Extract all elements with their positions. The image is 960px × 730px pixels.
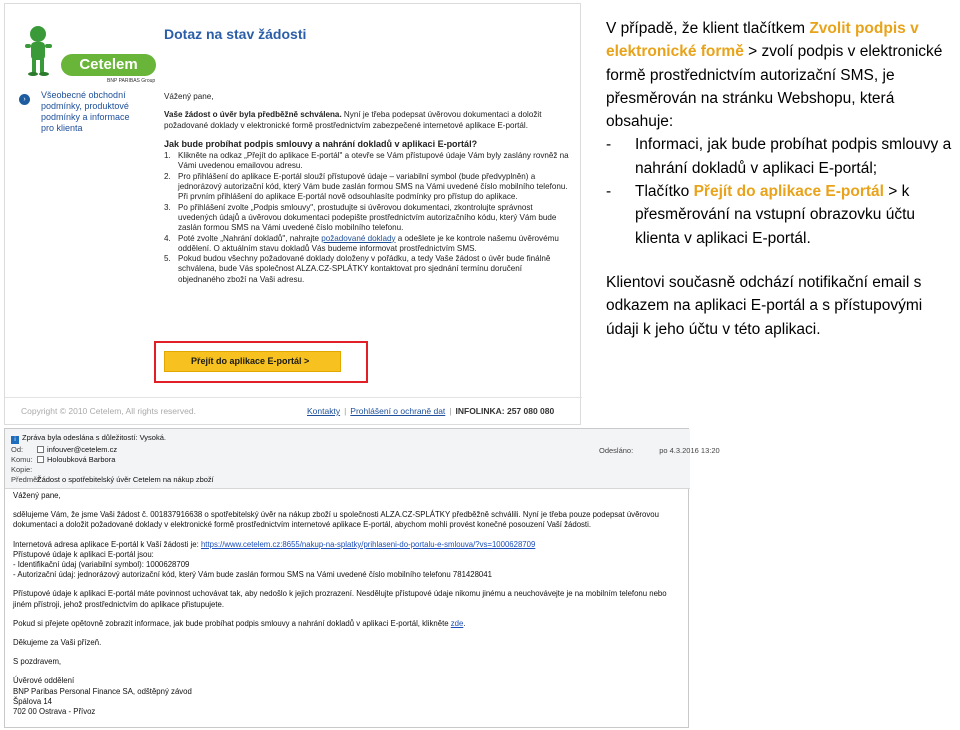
text: - Identifikační údaj (variabilní symbol): 1000628709	[13, 560, 190, 570]
cc-line	[11, 465, 37, 474]
footer-links	[307, 406, 554, 416]
text: Úvěrové oddělení	[13, 676, 75, 686]
go-to-eportal-button[interactable]: Přejít do aplikace E-portál >	[164, 351, 341, 372]
email-body	[13, 491, 683, 726]
priority-line	[11, 433, 166, 444]
copyright: Copyright © 2010 Cetelem, All rights reserved.	[21, 406, 196, 416]
step-text: a odešlete je ke kontrole našemu úvěrovému oddělení. O aktuálním stavu dokladů Vás budeme informovat prostřednictvím SMS.	[178, 233, 559, 253]
text: .	[463, 618, 466, 628]
email-message	[4, 428, 720, 728]
logo-subtitle: BNP PARIBAS Group	[107, 78, 156, 84]
page-body	[164, 92, 569, 285]
intro-paragraph	[164, 110, 569, 131]
here-link[interactable]: zde	[450, 618, 464, 628]
email-greeting: Vážený pane,	[13, 491, 61, 500]
contact-icon	[37, 456, 44, 463]
step-text: Poté zvolte „Nahrání dokladů", nahrajte	[178, 233, 322, 243]
subject-label: Předmět:	[11, 475, 42, 484]
info-icon: i	[11, 436, 19, 444]
arrow-bullet-icon: ›	[19, 94, 30, 105]
description-paragraph-2: Klientovi současně odchází notifikační email s odkazem na aplikaci E-portál a s přístupovými údaji k jeho účtu v této aplikaci.	[606, 273, 923, 338]
step-text: Klikněte na odkaz „Přejít do aplikace E-portál" a otevře se Vám přístupové údaje Vám byly zaslány rovněž na Vámi uvedenou emailovou adresu.	[178, 151, 569, 171]
contacts-link[interactable]: Kontakty	[307, 406, 341, 416]
page-title: Dotaz na stav žádosti	[164, 26, 307, 42]
description-bullet-1	[606, 133, 958, 180]
step-text: Pokud budou všechny požadované doklady doloženy v pořádku, a tedy Vaše žádost o úvěr bude finálně schválena, bude Vás společnost ALZA.CZ-SPLÁTKY kontaktovat pro sjednání termínu doručení objednaného zboží na Vaši adresu.	[178, 254, 551, 284]
email-paragraph: Děkujeme za Vaši přízeň.	[13, 638, 102, 648]
step-number: 1.	[164, 151, 171, 161]
mascot-icon	[21, 24, 61, 78]
description-paragraph-1	[606, 17, 958, 133]
greeting: Vážený pane,	[164, 92, 214, 101]
from-label: Od:	[11, 445, 24, 454]
step-number: 4.	[164, 233, 171, 243]
dash: -	[606, 136, 612, 154]
step-number: 2.	[164, 171, 171, 181]
email-paragraph: sdělujeme Vám, že jsme Vaši žádost č. 001837916638 o spotřebitelský úvěr na nákup zboží u společnosti ALZA.CZ-SPLÁTKY předběžně schválili. Nyní je třeba pouze podepsat úvěrovou dokumentaci a doložit požadované doklady v elektronické formě prostřednictvím internetové aplikace E-portál, abychom mohli provést konečné posouzení Vaší žádosti.	[13, 510, 659, 530]
subject-line	[11, 475, 214, 484]
sent-label: Odesláno:	[599, 446, 634, 455]
email-paragraph: Přístupové údaje k aplikaci E-portál máte povinnost uchovávat tak, aby nedošlo k jejich prozrazení. Nesdělujte přístupové údaje nikomu jinému a neuchovávejte je na mobilním telefonu nebo jiném přístroji, jehož prostřednictvím do aplikace přistupujete.	[13, 589, 667, 609]
step-text: Po přihlášení zvolte „Podpis smlouvy", prostudujte si úvěrovou dokumentaci, zkontrolujte správnost uvedených údajů a úvěrovou dokumentaci podepište prostřednictvím autorizačního kódu, který Vám bude zaslán formou SMS na Vámi uvedené číslo mobilního telefonu.	[178, 202, 557, 233]
priority-text: Zpráva byla odeslána s důležitostí: Vysoká.	[22, 433, 166, 442]
dash: -	[606, 183, 612, 201]
text: 702 00 Ostrava - Přívoz	[13, 707, 96, 717]
to-label: Komu:	[11, 455, 33, 464]
from-value[interactable]: infouver@cetelem.cz	[47, 445, 118, 454]
logo-wordmark: Cetelem	[61, 54, 156, 76]
eportal-url-link[interactable]: https://www.cetelem.cz:8655/nakup-na-splatky/prihlaseni-do-portalu-e-smlouva/?vs=1000628709	[200, 539, 536, 549]
text: Informaci, jak bude probíhat podpis smlouvy a nahrání dokladů v aplikaci E-portál;	[635, 136, 952, 177]
text: Tlačítko	[635, 183, 694, 201]
highlight-text: Přejít do aplikace E-portál	[693, 183, 884, 201]
step-number: 5.	[164, 254, 171, 264]
to-value[interactable]: Holoubková Barbora	[47, 455, 116, 464]
sent-value: po 4.3.2016 13:20	[659, 446, 720, 455]
email-header	[5, 429, 720, 489]
page-footer	[5, 397, 582, 425]
text: > k přesměrování na vstupní obrazovku účtu klienta v aplikaci E-portál.	[635, 183, 916, 247]
steps-list	[164, 151, 569, 285]
step-item	[164, 172, 569, 203]
description-text	[606, 17, 958, 341]
step-item	[164, 234, 569, 255]
step-text: Pro přihlášení do aplikace E-portál slouží přístupové údaje – variabilní symbol (bude předvyplněn) a jednorázový autorizační kód, který Vám bude zaslán formou SMS na Vámi uvedené číslo mobilního telefonu. Při prvním přihlášení do aplikace E-portál nově odsouhlasíte podmínky pro přístup do aplikace.	[178, 171, 568, 202]
text: BNP Paribas Personal Finance SA, odštěpný závod	[13, 686, 192, 696]
email-paragraph: S pozdravem,	[13, 657, 62, 667]
step-item	[164, 254, 569, 285]
email-url-paragraph	[13, 540, 683, 581]
steps-title: Jak bude probíhat podpis smlouvy a nahrání dokladů v aplikaci E-portál?	[164, 138, 478, 149]
cc-label: Kopie:	[11, 465, 33, 474]
step-item	[164, 203, 569, 234]
text: > zvolí podpis v elektronické formě prostřednictvím autorizační SMS, je přesměrován na stránku Webshopu, která obsahuje:	[606, 43, 943, 131]
contact-icon	[37, 446, 44, 453]
privacy-link[interactable]: Prohlášení o ochraně dat	[350, 406, 446, 416]
step-number: 3.	[164, 202, 171, 212]
cetelem-logo[interactable]	[21, 24, 156, 84]
sidebar-link-label: Všeobecné obchodní podmínky, produktové podmínky a informace pro klienta	[41, 90, 130, 133]
text: Přístupové údaje k aplikaci E-portál jsou:	[13, 549, 154, 559]
documents-link[interactable]: požadované doklady	[321, 233, 396, 243]
intro-bold: Vaše žádost o úvěr byla předběžně schválena.	[164, 110, 342, 120]
text: Pokud si přejete opětovně zobrazit informace, jak bude probíhat podpis smlouvy a nahrání dokladů v aplikaci E-portál, klikněte	[13, 618, 451, 628]
infoline: INFOLINKA: 257 080 080	[455, 406, 555, 416]
text: Špálova 14	[13, 696, 53, 706]
email-paragraph	[13, 619, 683, 629]
from-line	[11, 445, 117, 454]
text: - Autorizační údaj: jednorázový autorizační kód, který Vám bude zaslán formou SMS na Vámi uvedené číslo mobilního telefonu 781428041	[13, 570, 492, 580]
intro-rest: Nyní je třeba podepsat úvěrovou dokumentaci a doložit požadované doklady v elektronické formě prostřednictvím zabezpečené internetové aplikace E-portál.	[164, 110, 542, 130]
subject-value: Žádost o spotřebitelský úvěr Cetelem na nákup zboží	[37, 475, 214, 484]
text: V případě, že klient tlačítkem	[606, 20, 810, 37]
description-bullet-2	[606, 180, 958, 250]
step-item	[164, 151, 569, 172]
sent-line	[599, 446, 720, 455]
to-line	[11, 455, 115, 464]
highlight-text: Zvolit podpis v elektronické formě	[606, 20, 919, 61]
email-signature	[13, 676, 683, 717]
webshop-page-screenshot	[4, 3, 581, 425]
separator: |	[344, 406, 347, 416]
text: Internetová adresa aplikace E-portál k Vaší žádosti je:	[13, 539, 201, 549]
separator: |	[449, 406, 452, 416]
